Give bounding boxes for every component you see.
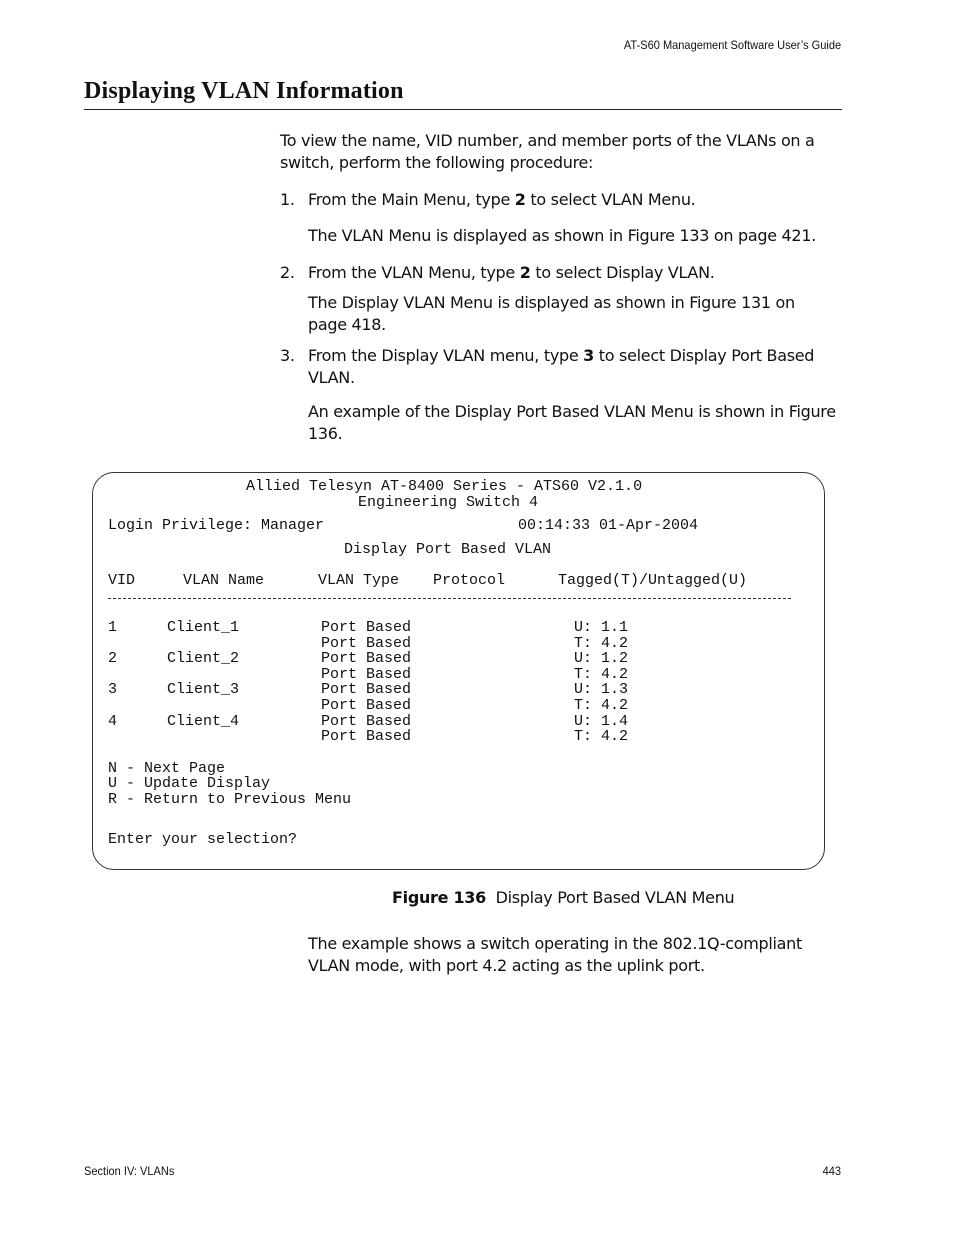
- intro-paragraph: To view the name, VID number, and member ports of the VLANs on a switch, perform the following procedure:: [280, 131, 815, 172]
- step-instruction: From the VLAN Menu, type 2 to select Display VLAN.: [308, 263, 715, 282]
- vlan-type: Port Based: [321, 681, 412, 699]
- page-title: Displaying VLAN Information: [84, 78, 404, 104]
- vlan-type: Port Based: [321, 712, 412, 730]
- vlan-name: Client_2: [167, 650, 240, 668]
- vlan-type: Port Based: [321, 665, 412, 683]
- column-header-tagged-untagged: Tagged(T)/Untagged(U): [558, 572, 748, 589]
- vlan-type: Port Based: [321, 650, 412, 668]
- terminal-screen-title: Display Port Based VLAN: [344, 541, 552, 558]
- title-rule: [84, 109, 842, 110]
- vlan-vid: 2: [108, 650, 118, 668]
- step-number: 3.: [280, 346, 295, 365]
- column-header-vlan-name: VLAN Name: [183, 572, 265, 589]
- vlan-type: Port Based: [321, 634, 412, 652]
- step-instruction: From the Main Menu, type 2 to select VLAN Menu.: [308, 190, 696, 209]
- step-number: 1.: [280, 190, 295, 209]
- vlan-ports: U: 1.2: [574, 650, 629, 668]
- vlan-ports: U: 1.3: [574, 681, 629, 699]
- vlan-type: Port Based: [321, 697, 412, 714]
- terminal-prompt: Enter your selection?: [108, 831, 298, 848]
- vlan-ports: T: 4.2: [574, 728, 629, 746]
- vlan-name: Client_3: [167, 681, 240, 699]
- terminal-banner-line1: Allied Telesyn AT-8400 Series - ATS60 V2.1.0: [246, 478, 643, 495]
- running-header: AT-S60 Management Software User’s Guide: [623, 38, 841, 52]
- terminal-banner-line2: Engineering Switch 4: [358, 494, 539, 511]
- footer-section: Section IV: VLANs: [84, 1164, 175, 1178]
- figure-caption-text: Display Port Based VLAN Menu: [495, 888, 735, 907]
- step-result: The VLAN Menu is displayed as shown in Figure 133 on page 421.: [308, 226, 816, 245]
- option-next-page: N - Next Page: [108, 760, 226, 777]
- terminal-separator: [108, 598, 791, 599]
- column-header-vid: VID: [108, 572, 136, 589]
- option-update-display: U - Update Display: [108, 775, 271, 792]
- step-number: 2.: [280, 263, 295, 282]
- footer-page-number: 443: [822, 1164, 841, 1178]
- closing-paragraph: The example shows a switch operating in the 802.1Q-compliant VLAN mode, with port 4.2 acting as the uplink port.: [308, 934, 802, 975]
- vlan-vid: 1: [108, 619, 118, 636]
- vlan-ports: T: 4.2: [574, 665, 629, 683]
- figure-label: Figure 136: [392, 888, 486, 907]
- vlan-type: Port Based: [321, 728, 412, 746]
- vlan-name: Client_4: [167, 712, 240, 730]
- vlan-name: Client_1: [167, 619, 240, 636]
- step-result: The Display VLAN Menu is displayed as shown in Figure 131 on page 418.: [308, 293, 795, 334]
- vlan-ports: T: 4.2: [574, 697, 629, 714]
- vlan-type: Port Based: [321, 619, 412, 636]
- figure-caption: [392, 888, 734, 907]
- column-header-protocol: Protocol: [433, 572, 506, 589]
- vlan-ports: U: 1.1: [574, 619, 629, 636]
- vlan-vid: 3: [108, 681, 118, 699]
- terminal-datetime: 00:14:33 01-Apr-2004: [518, 517, 699, 534]
- vlan-vid: 4: [108, 712, 118, 730]
- option-return-previous: R - Return to Previous Menu: [108, 791, 352, 808]
- vlan-ports: U: 1.4: [574, 712, 629, 730]
- step-result: An example of the Display Port Based VLAN Menu is shown in Figure 136.: [308, 402, 836, 443]
- terminal-login-privilege: Login Privilege: Manager: [108, 517, 325, 534]
- step-instruction: From the Display VLAN menu, type 3 to select Display Port Based VLAN.: [308, 346, 815, 387]
- vlan-ports: T: 4.2: [574, 634, 629, 652]
- column-header-vlan-type: VLAN Type: [318, 572, 400, 589]
